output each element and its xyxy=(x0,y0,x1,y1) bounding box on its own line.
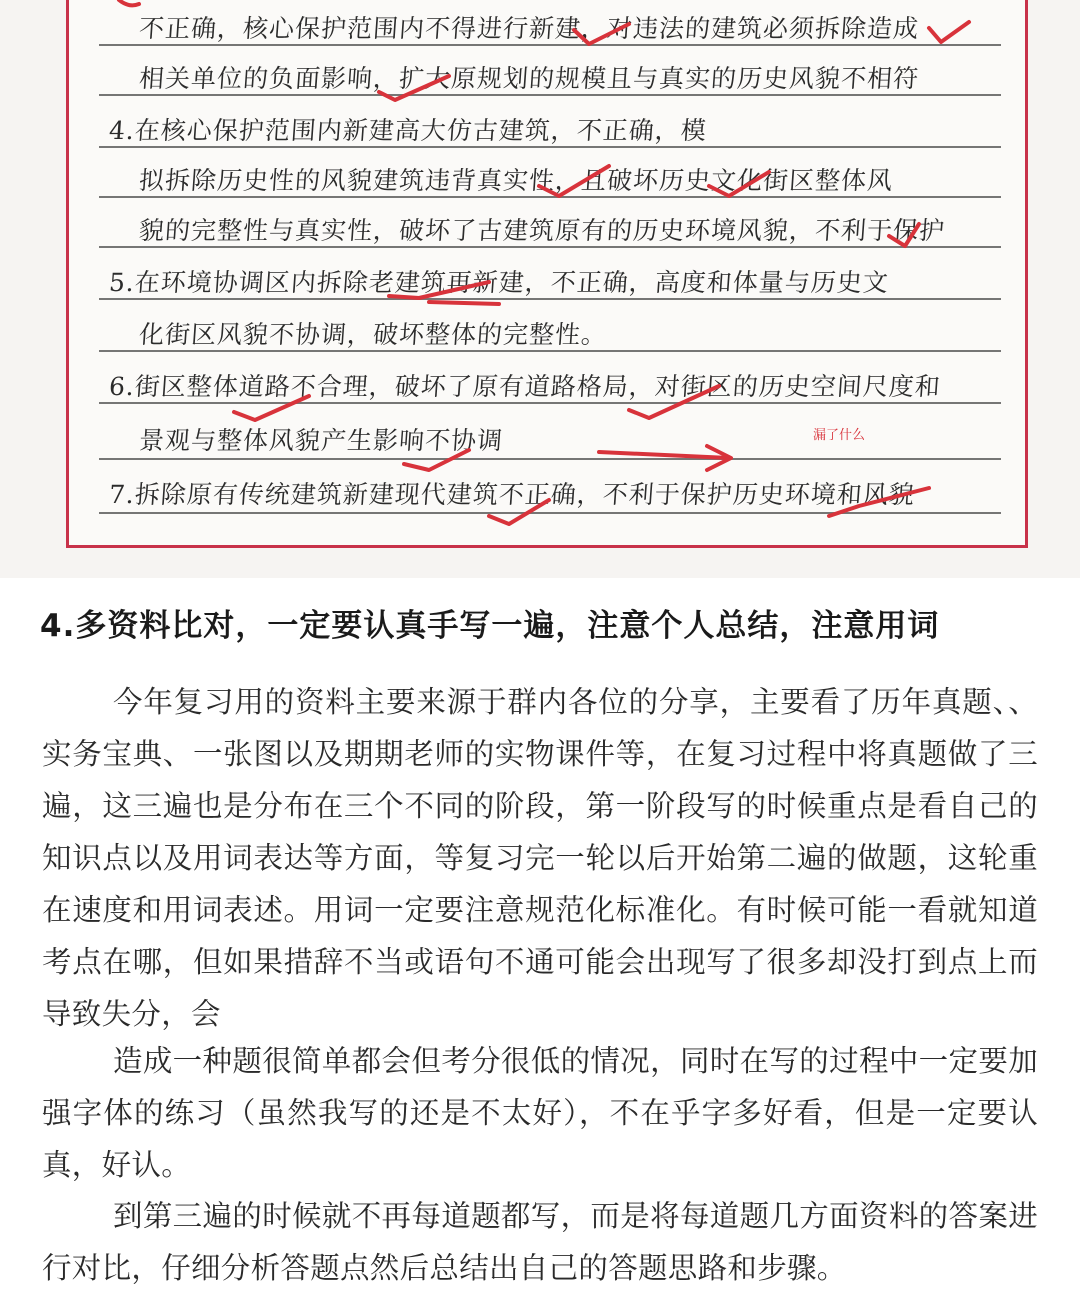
paragraph: 今年复习用的资料主要来源于群内各位的分享，主要看了历年真题、、实务宝典、一张图以及期期老师的实物课件等，在复习过程中将真题做了三遍，这三遍也是分布在三个不同的阶段，第一阶段写的时候重点是看自己的知识点以及用词表达等方面，等复习完一轮以后开始第二遍的做题，这轮重在速度和用词表述。用词一定要注意规范化标准化。有时候可能一看就知道考点在哪，但如果措辞不当或语句不通可能会出现写了很多却没打到点上而导致失分，会 xyxy=(42,685,1038,1031)
check-mark xyxy=(629,386,719,418)
check-mark xyxy=(929,22,969,42)
handwritten-line: 拟拆除历史性的风貌建筑违背真实性，且破坏历史文化街区整体风 xyxy=(138,166,895,195)
check-mark xyxy=(829,488,929,516)
margin-note: 漏了什么 xyxy=(813,428,866,443)
handwritten-line: 相关单位的负面影响，扩大原规划的规模且与真实的历史风貌不相符 xyxy=(138,64,921,93)
check-mark xyxy=(539,166,609,196)
handwritten-line: 4.在核心保护范围内新建高大仿古建筑，不正确，模 xyxy=(108,116,708,145)
answer-sheet xyxy=(66,0,1028,548)
handwritten-line: 不正确，核心保护范围内不得进行新建，对违法的建筑必须拆除造成 xyxy=(138,14,921,43)
correction-marks xyxy=(69,0,1028,548)
paragraph: 造成一种题很简单都会但考分很低的情况，同时在写的过程中一定要加强字体的练习（虽然我写的还是不太好），不在乎字多好看，但是一定要认真，好认。 xyxy=(42,1044,1038,1182)
handwritten-line: 6.街区整体道路不合理，破坏了原有道路格局，对街区的历史空间尺度和 xyxy=(108,372,942,401)
check-mark xyxy=(379,76,449,100)
handwritten-line: 化街区风貌不协调，破坏整体的完整性。 xyxy=(138,320,609,349)
check-mark xyxy=(489,500,549,524)
arrow-line xyxy=(599,452,729,458)
handwritten-line: 5.在环境协调区内拆除老建筑再新建，不正确，高度和体量与历史文 xyxy=(108,268,890,297)
paragraph: 到第三遍的时候就不再每道题都写，而是将每道题几方面资料的答案进行对比，仔细分析答题点然后总结出自己的答题思路和步骤。 xyxy=(42,1199,1038,1285)
check-mark xyxy=(404,450,469,470)
handwritten-line: 景观与整体风貌产生影响不协调 xyxy=(138,426,505,455)
section-heading: 4.多资料比对，一定要认真手写一遍，注意个人总结，注意用词 xyxy=(40,608,940,644)
correction-stroke xyxy=(429,302,499,304)
check-mark xyxy=(119,0,139,5)
handwritten-line: 7.拆除原有传统建筑新建现代建筑不正确，不利于保护历史环境和风貌 xyxy=(108,480,916,509)
check-mark xyxy=(234,396,309,420)
handwritten-answer-photo xyxy=(0,0,1080,578)
correction-stroke xyxy=(389,282,489,298)
check-mark xyxy=(709,172,769,196)
check-mark xyxy=(574,24,629,44)
handwritten-line: 貌的完整性与真实性，破坏了古建筑原有的历史环境风貌，不利于保护 xyxy=(138,216,947,245)
check-mark xyxy=(889,224,919,246)
